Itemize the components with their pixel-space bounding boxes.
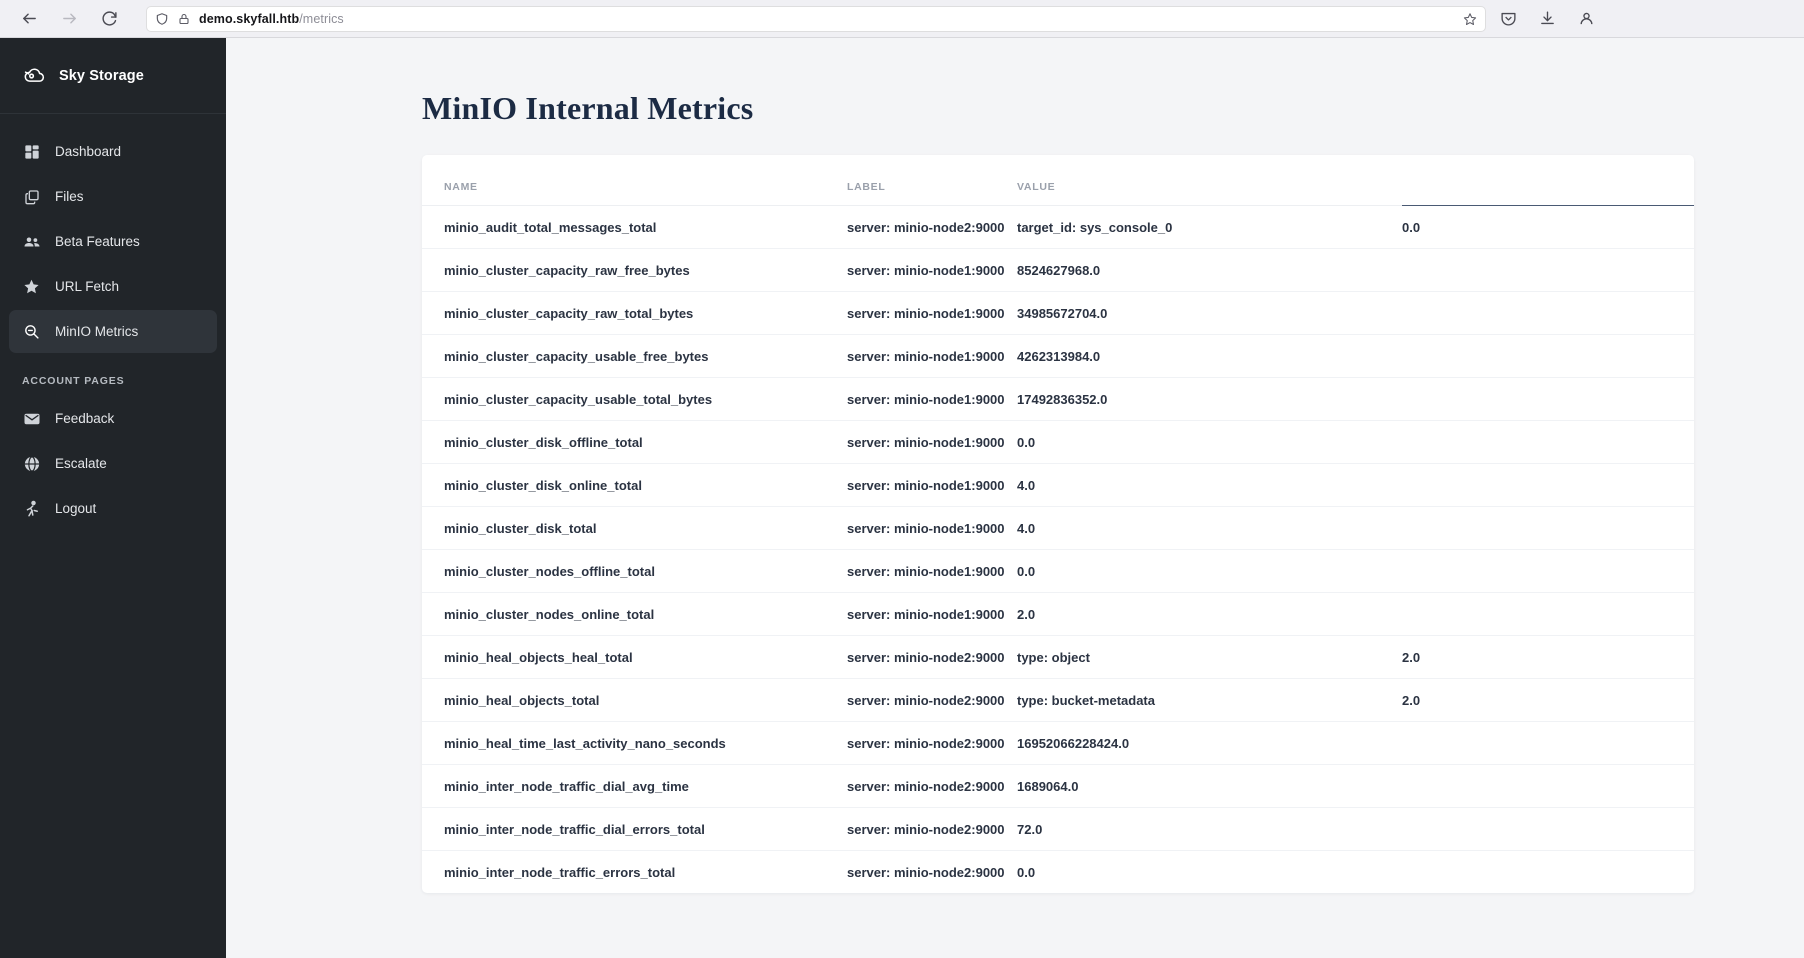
sidebar-item-label: URL Fetch [55,279,120,294]
cell-extra [1402,507,1694,550]
sidebar-item-label: Dashboard [55,144,122,159]
sidebar-item-label: MinIO Metrics [55,324,139,339]
sidebar-item-label: Logout [55,501,97,516]
cell-value: 0.0 [1017,550,1402,593]
cell-label: server: minio-node2:9000 [847,206,1017,249]
cell-extra: 0.0 [1402,206,1694,249]
cell-label: server: minio-node1:9000 [847,464,1017,507]
cell-label: server: minio-node1:9000 [847,335,1017,378]
table-head [422,155,1694,206]
cell-label: server: minio-node2:9000 [847,679,1017,722]
cell-extra [1402,765,1694,808]
column-header-extra [1402,155,1694,206]
copy-icon [22,187,41,206]
cell-extra [1402,722,1694,765]
cell-value: 72.0 [1017,808,1402,851]
cell-name: minio_heal_objects_total [422,679,847,722]
star-icon [22,277,41,296]
cell-name: minio_cluster_disk_offline_total [422,421,847,464]
page-viewport [0,38,1804,958]
brand[interactable] [0,38,226,114]
sidebar-item-label: Beta Features [55,234,140,249]
grid-icon [22,142,41,161]
envelope-icon [22,409,41,428]
cell-name: minio_cluster_capacity_usable_free_bytes [422,335,847,378]
pocket-icon[interactable] [1500,10,1517,27]
sidebar-item-minio-metrics[interactable] [9,310,217,353]
cell-label: server: minio-node2:9000 [847,636,1017,679]
cloud-storage-logo-icon [22,64,48,88]
column-header-name: NAME [422,155,847,206]
cell-extra [1402,249,1694,292]
metrics-card [422,155,1694,893]
cell-label: server: minio-node1:9000 [847,593,1017,636]
globe-icon [22,454,41,473]
cell-value: target_id: sys_console_0 [1017,206,1402,249]
shield-icon[interactable] [155,12,169,26]
table-row [422,679,1694,722]
cell-value: 34985672704.0 [1017,292,1402,335]
padlock-icon[interactable] [178,13,190,25]
cell-value: 1689064.0 [1017,765,1402,808]
reload-icon[interactable] [98,8,120,30]
navigation-buttons [18,8,120,30]
cell-name: minio_heal_time_last_activity_nano_seconds [422,722,847,765]
cell-label: server: minio-node2:9000 [847,765,1017,808]
cell-extra [1402,851,1694,894]
sidebar-item-label: Feedback [55,411,115,426]
forward-arrow-icon[interactable] [58,8,80,30]
magnifier-icon [22,322,41,341]
cell-name: minio_cluster_disk_total [422,507,847,550]
table-row [422,765,1694,808]
table-row [422,249,1694,292]
cell-name: minio_cluster_nodes_online_total [422,593,847,636]
column-header-label: LABEL [847,155,1017,206]
toolbar-right-icons [1500,10,1601,27]
cell-label: server: minio-node2:9000 [847,864,1005,880]
cell-name: minio_cluster_capacity_usable_total_bytes [422,378,847,421]
cell-name: minio_inter_node_traffic_dial_errors_total [422,808,847,851]
cell-extra [1402,464,1694,507]
cell-extra [1402,550,1694,593]
sidebar-item-dashboard[interactable] [9,130,217,173]
cell-extra [1402,808,1694,851]
table-row [422,335,1694,378]
column-header-value: VALUE [1017,155,1402,206]
sidebar-item-files[interactable] [9,175,217,218]
table-row [422,593,1694,636]
star-icon[interactable] [1463,12,1477,26]
cell-value: 4.0 [1017,464,1402,507]
table-row [422,464,1694,507]
cell-value: 4.0 [1017,507,1402,550]
cell-label: server: minio-node1:9000 [847,507,1017,550]
sidebar-item-beta-features[interactable] [9,220,217,263]
cell-name: minio_audit_total_messages_total [422,206,847,249]
cell-value: type: object [1017,636,1402,679]
cell-name: minio_inter_node_traffic_dial_avg_time [422,765,847,808]
cell-extra [1402,593,1694,636]
cell-label: server: minio-node2:9000 [847,808,1017,851]
cell-name: minio_inter_node_traffic_errors_total [444,864,676,880]
page-title: MinIO Internal Metrics [422,90,754,126]
cell-value: 4262313984.0 [1017,335,1402,378]
cell-value: 0.0 [1017,421,1402,464]
cell-extra [1402,378,1694,421]
table-row [422,378,1694,421]
table-row [422,550,1694,593]
table-row [422,808,1694,851]
cell-label: server: minio-node2:9000 [847,722,1017,765]
cell-label: server: minio-node1:9000 [847,378,1017,421]
cell-value: 8524627968.0 [1017,249,1402,292]
main-content [226,38,1804,958]
people-icon [22,232,41,251]
cell-label: server: minio-node1:9000 [847,550,1017,593]
sidebar-item-escalate[interactable] [9,442,217,485]
url-text [199,12,1454,26]
cell-extra: 2.0 [1402,679,1694,722]
table-row [422,851,1694,894]
download-icon[interactable] [1539,10,1556,27]
address-bar[interactable] [146,6,1486,32]
cell-extra [1402,421,1694,464]
url-path: /metrics [299,11,344,26]
sidebar-item-label: Escalate [55,456,107,471]
table-row [422,292,1694,335]
table-row [422,421,1694,464]
cell-name: minio_heal_objects_heal_total [422,636,847,679]
browser-toolbar [0,0,1804,38]
cell-extra: 2.0 [1402,636,1694,679]
cell-value: 16952066228424.0 [1017,722,1402,765]
back-arrow-icon[interactable] [18,8,40,30]
metrics-table [422,155,1694,893]
sidebar-item-label: Files [55,189,84,204]
cell-label: server: minio-node1:9000 [847,292,1017,335]
url-host: demo.skyfall.htb [199,11,300,26]
table-body [422,206,1694,894]
sidebar-nav [0,114,226,530]
sidebar-item-feedback[interactable] [9,397,217,440]
running-person-icon [22,499,41,518]
cell-label: server: minio-node1:9000 [847,421,1017,464]
table-row [422,636,1694,679]
cell-value: 17492836352.0 [1017,378,1402,421]
cell-value: 2.0 [1017,593,1402,636]
cell-value: type: bucket-metadata [1017,679,1402,722]
account-icon[interactable] [1578,10,1595,27]
table-row [422,507,1694,550]
sidebar [0,38,226,958]
cell-extra [1402,292,1694,335]
sidebar-item-url-fetch[interactable] [9,265,217,308]
cell-name: minio_cluster_disk_online_total [422,464,847,507]
cell-value: 0.0 [1017,864,1036,880]
table-row [422,722,1694,765]
cell-extra [1402,335,1694,378]
brand-name: Sky Storage [59,67,144,84]
table-header-row [422,155,1694,206]
cell-name: minio_cluster_capacity_raw_free_bytes [422,249,847,292]
cell-name: minio_cluster_nodes_offline_total [422,550,847,593]
sidebar-item-logout[interactable] [9,487,217,530]
cell-name: minio_cluster_capacity_raw_total_bytes [422,292,847,335]
sidebar-section-account: ACCOUNT PAGES [22,375,125,387]
table-row [422,206,1694,249]
cell-label: server: minio-node1:9000 [847,249,1017,292]
